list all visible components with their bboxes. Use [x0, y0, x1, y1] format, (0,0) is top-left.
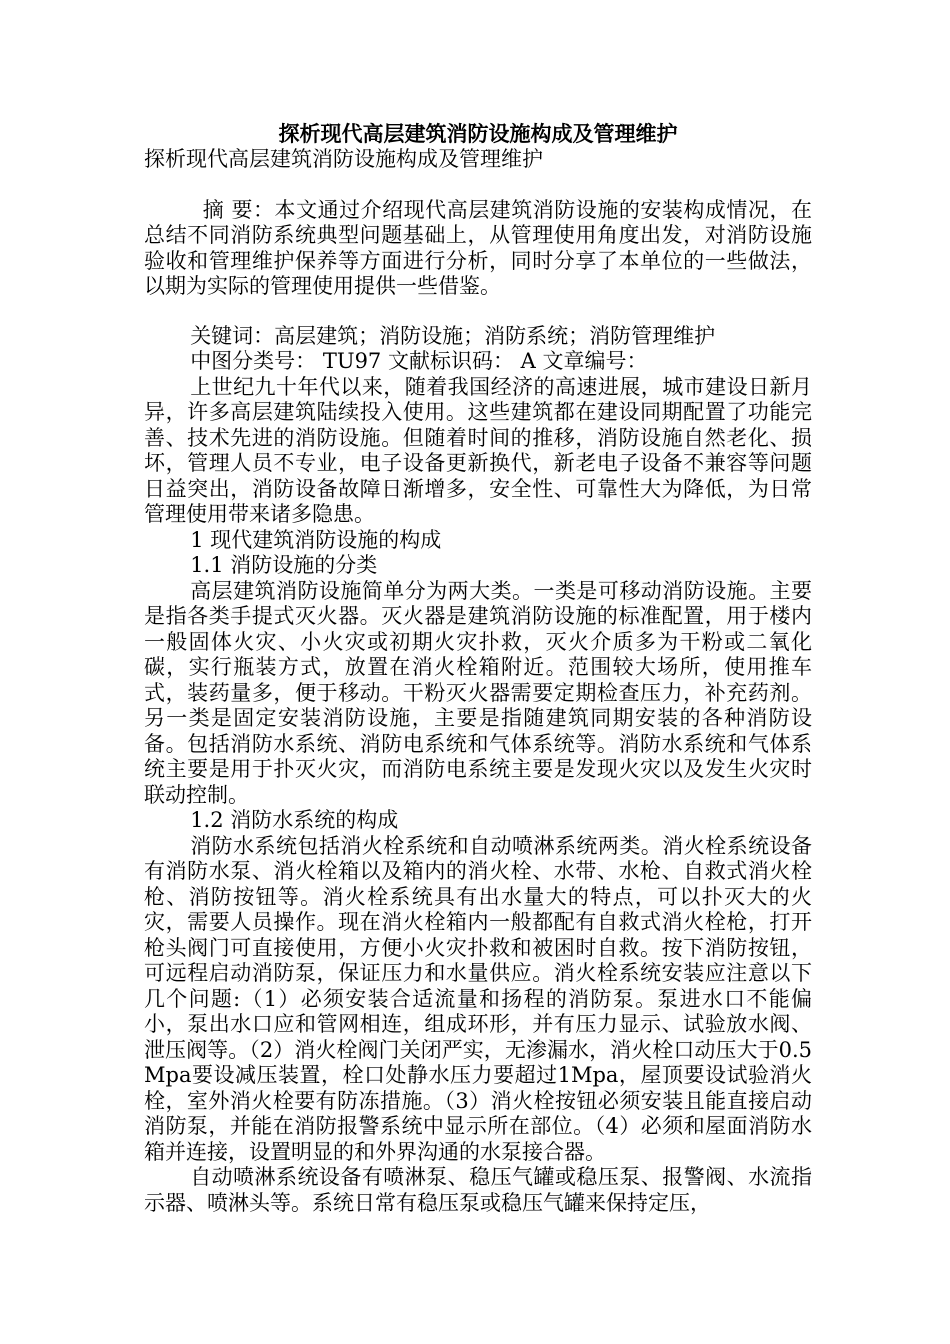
- document-title: 探析现代高层建筑消防设施构成及管理维护: [278, 121, 678, 146]
- abstract-paragraph: 摘 要：本文通过介绍现代高层建筑消防设施的安装构成情况，在总结不同消防系统典型问题基础上，从管理使用角度出发，对消防设施验收和管理维护保养等方面进行分析，同时分享了本单位的一些做法，以期为实际的管理使用提供一些借鉴。: [144, 197, 812, 298]
- section-1-heading: 1 现代建筑消防设施的构成: [190, 527, 442, 552]
- intro-paragraph: 上世纪九十年代以来，随着我国经济的高速进展，城市建设日新月异，许多高层建筑陆续投入使用。这些建筑都在建设同期配置了功能完善、技术先进的消防设施。但随着时间的推移，消防设施自然老化、损坏，管理人员不专业，电子设备更新换代，新老电子设备不兼容等问题日益突出，消防设备故障日渐增多，安全性、可靠性大为降低，为日常管理使用带来诸多隐患。: [144, 374, 812, 526]
- keywords-line: 关键词：高层建筑；消防设施；消防系统；消防管理维护: [190, 323, 716, 348]
- section-1-1-paragraph: 高层建筑消防设施简单分为两大类。一类是可移动消防设施。主要是指各类手提式灭火器。灭火器是建筑消防设施的标准配置，用于楼内一般固体火灾、小火灾或初期火灾扑救，灭火介质多为干粉或二氧化碳，实行瓶装方式，放置在消火栓箱附近。范围较大场所，使用推车式，装药量多，便于移动。干粉灭火器需要定期检查压力，补充药剂。另一类是固定安装消防设施，主要是指随建筑同期安装的各种消防设备。包括消防水系统、消防电系统和气体系统等。消防水系统和气体系统主要是用于扑灭火灾，而消防电系统主要是发现火灾以及发生火灾时联动控制。: [144, 578, 812, 807]
- section-1-2-paragraph: 消防水系统包括消火栓系统和自动喷淋系统两类。消火栓系统设备有消防水泵、消火栓箱以及箱内的消火栓、水带、水枪、自救式消火栓枪、消防按钮等。消火栓系统具有出水量大的特点，可以扑灭大的火灾，需要人员操作。现在消火栓箱内一般都配有自救式消火栓枪，打开枪头阀门可直接使用，方便小火灾扑救和被困时自救。按下消防按钮，可远程启动消防泵，保证压力和水量供应。消火栓系统安装应注意以下几个问题:（1）必须安装合适流量和扬程的消防泵。泵进水口不能偏小，泵出水口应和管网相连，组成环形，并有压力显示、试验放水阀、泄压阀等。（2）消火栓阀门关闭严实，无渗漏水，消火栓口动压大于0.5Mpa要设减压装置，栓口处静水压力要超过1Mpa，屋顶要设试验消火栓，室外消火栓要有防冻措施。（3）消火栓按钮必须安装且能直接启动消防泵，并能在消防报警系统中显示所在部位。（4）必须和屋面消防水箱并连接，设置明显的和外界沟通的水泵接合器。: [144, 833, 812, 1164]
- document-page: [144, 120, 812, 1216]
- sprinkler-paragraph: 自动喷淋系统设备有喷淋泵、稳压气罐或稳压泵、报警阀、水流指示器、喷淋头等。系统日常有稳压泵或稳压气罐来保持定压，: [144, 1165, 812, 1215]
- section-1-1-heading: 1.1 消防设施的分类: [190, 553, 378, 577]
- classification-line: 中图分类号： TU97 文献标识码： A 文章编号：: [190, 349, 648, 373]
- document-subtitle: 探析现代高层建筑消防设施构成及管理维护: [144, 147, 543, 171]
- section-1-2-heading: 1.2 消防水系统的构成: [190, 808, 399, 832]
